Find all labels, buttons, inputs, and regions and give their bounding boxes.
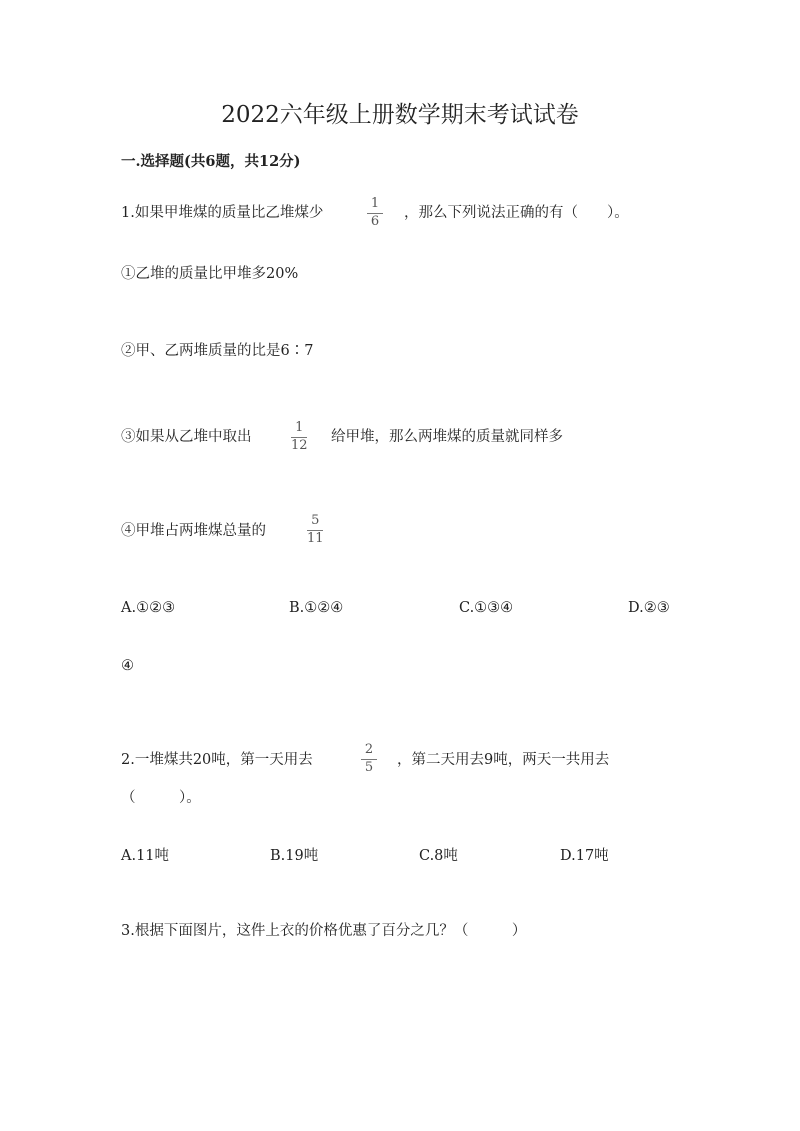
q1-s4-fraction-denominator: 11 [307,531,324,546]
q1-fraction-denominator: 6 [370,214,380,229]
q1-statement-1: ①乙堆的质量比甲堆多20% [121,266,299,282]
q1-stem-part1: 1.如果甲堆煤的质量比乙堆煤少 [121,205,324,221]
q3-stem: 3.根据下面图片，这件上衣的价格优惠了百分之几？（ ） [121,923,527,939]
q1-statement-3-part2: 给甲堆，那么两堆煤的质量就同样多 [331,429,563,445]
q1-option-d[interactable]: D.②③ [628,600,670,616]
q2-fraction-numerator: 2 [364,742,374,757]
q1-option-a[interactable]: A.①②③ [121,600,176,616]
section-heading: 一.选择题(共6题，共12分) [121,153,301,170]
q2-option-a[interactable]: A.11吨 [121,848,170,864]
q1-s3-fraction-numerator: 1 [295,420,304,435]
q1-s4-fraction-numerator: 5 [311,513,320,528]
q1-option-b[interactable]: B.①②④ [289,600,344,616]
q1-statement-4: ④甲堆占两堆煤总量的 [121,523,266,539]
q2-fraction [361,743,377,775]
q1-fraction-numerator: 1 [370,196,380,211]
q1-statement-3-part1: ③如果从乙堆中取出 [121,429,252,445]
q1-s3-fraction-denominator: 12 [291,438,308,453]
q2-fraction-denominator: 5 [364,760,374,775]
q2-option-d[interactable]: D.17吨 [560,848,609,864]
q2-stem-line2: （ ）。 [121,790,201,806]
q2-option-b[interactable]: B.19吨 [270,848,319,864]
q1-stem-part2: ，那么下列说法正确的有（ ）。 [404,205,629,221]
q1-option-d-wrap: ④ [121,658,134,674]
q1-option-c[interactable]: C.①③④ [459,600,514,616]
q2-stem-part2: ，第二天用去9吨，两天一共用去 [397,752,610,768]
exam-title: 2022六年级上册数学期末考试试卷 [221,102,579,128]
q1-statement-3-fraction [291,421,308,453]
q1-statement-2: ②甲、乙两堆质量的比是6∶7 [121,343,314,359]
q1-statement-4-fraction [307,514,324,546]
q2-stem-part1: 2.一堆煤共20吨，第一天用去 [121,752,313,768]
q1-fraction [367,197,383,229]
q2-option-c[interactable]: C.8吨 [419,848,458,864]
